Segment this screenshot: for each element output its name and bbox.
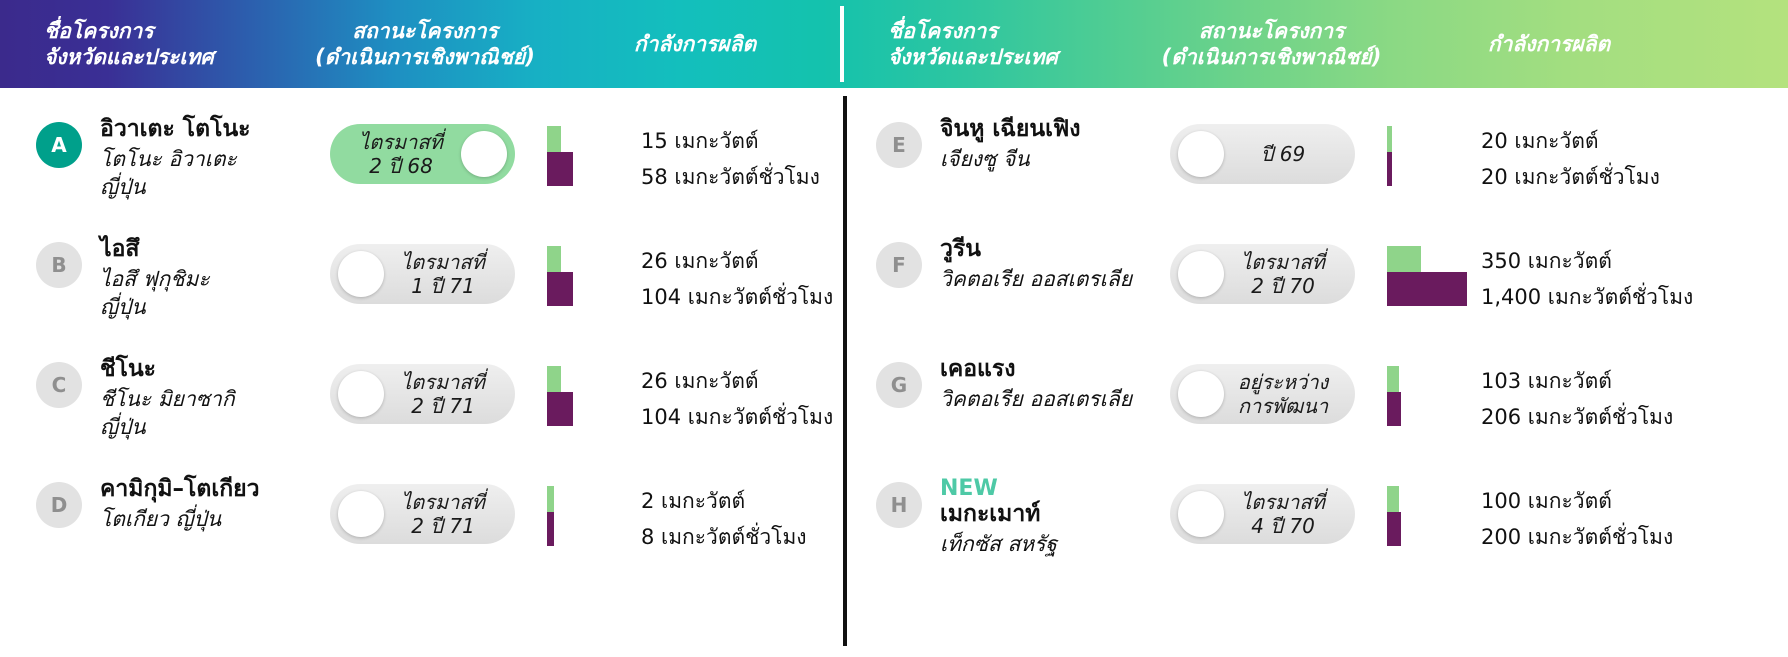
project-name: ชีโนะ bbox=[100, 356, 157, 382]
project-name: วูรีน bbox=[940, 236, 981, 262]
capacity-mwh: 206 เมกะวัตต์ชั่วโมง bbox=[1481, 404, 1674, 429]
header-name-line1: ชื่อโครงการ bbox=[44, 18, 154, 43]
capacity-bars bbox=[547, 364, 637, 426]
project-name-block bbox=[922, 112, 1147, 172]
header-project-status-right bbox=[1144, 0, 1399, 88]
capacity-cell bbox=[537, 352, 833, 435]
capacity-cell bbox=[537, 472, 807, 555]
capacity-mwh: 200 เมกะวัตต์ชั่วโมง bbox=[1481, 524, 1674, 549]
bar-megawatt-hour bbox=[547, 272, 573, 306]
bar-megawatt-hour bbox=[547, 152, 573, 186]
project-location: วิคตอเรีย ออสเตรเลีย bbox=[940, 386, 1133, 411]
status-pill-wrap bbox=[1147, 112, 1377, 184]
bar-megawatt-hour bbox=[1387, 152, 1392, 186]
bar-megawatt-hour bbox=[1387, 392, 1401, 426]
status-toggle[interactable] bbox=[330, 244, 515, 304]
project-location: โตเกียว ญี่ปุ่น bbox=[100, 506, 222, 531]
bar-megawatt bbox=[1387, 486, 1399, 512]
table-row bbox=[0, 98, 840, 218]
project-location: โตโนะ อิวาเตะ bbox=[100, 146, 237, 171]
status-toggle[interactable] bbox=[1170, 364, 1355, 424]
header-status-line2: (ดำเนินการเชิงพาณิชย์) bbox=[1161, 45, 1382, 69]
project-name: จินหู เฉียนเฟิง bbox=[940, 116, 1081, 142]
row-badge[interactable]: E bbox=[876, 122, 922, 168]
status-label-line: ไตรมาสที่ bbox=[1241, 250, 1325, 274]
status-toggle[interactable] bbox=[1170, 124, 1355, 184]
project-name: ไอสึ bbox=[100, 236, 140, 262]
table-header bbox=[0, 0, 1788, 88]
header-capacity-label: กำลังการผลิต bbox=[633, 31, 757, 56]
capacity-cell bbox=[537, 232, 833, 315]
capacity-cell bbox=[537, 112, 820, 195]
project-name: เมกะเมาท์ bbox=[940, 501, 1041, 528]
status-label bbox=[1170, 370, 1355, 418]
capacity-mwh: 20 เมกะวัตต์ชั่วโมง bbox=[1481, 164, 1660, 189]
capacity-text bbox=[1477, 484, 1673, 555]
bar-megawatt bbox=[1387, 366, 1399, 392]
status-label-line: ไตรมาสที่ bbox=[401, 370, 485, 394]
status-label-line: ไตรมาสที่ bbox=[1241, 490, 1325, 514]
status-pill-wrap bbox=[307, 232, 537, 304]
project-name: เคอแรง bbox=[940, 356, 1016, 382]
status-pill-wrap bbox=[307, 472, 537, 544]
status-label-line: 2 ปี 68 bbox=[369, 154, 433, 178]
project-location: ญี่ปุ่น bbox=[100, 174, 146, 199]
capacity-bars bbox=[1387, 244, 1477, 306]
capacity-mwh: 8 เมกะวัตต์ชั่วโมง bbox=[641, 524, 807, 549]
row-badge[interactable]: D bbox=[36, 482, 82, 528]
capacity-bars bbox=[547, 244, 637, 306]
bar-megawatt bbox=[547, 126, 561, 152]
header-project-name-right bbox=[844, 0, 1144, 88]
capacity-text bbox=[1477, 244, 1693, 315]
table-row bbox=[840, 218, 1740, 338]
status-pill-wrap bbox=[1147, 352, 1377, 424]
status-label bbox=[1170, 250, 1355, 298]
bar-megawatt bbox=[547, 366, 561, 392]
capacity-mw: 350 เมกะวัตต์ bbox=[1481, 249, 1612, 273]
capacity-mw: 15 เมกะวัตต์ bbox=[641, 129, 759, 153]
capacity-bars bbox=[547, 484, 637, 546]
status-label-line: ไตรมาสที่ bbox=[401, 490, 485, 514]
status-toggle[interactable] bbox=[330, 364, 515, 424]
row-badge[interactable]: G bbox=[876, 362, 922, 408]
capacity-mwh: 104 เมกะวัตต์ชั่วโมง bbox=[641, 284, 834, 309]
project-location: ญี่ปุ่น bbox=[100, 414, 146, 439]
status-pill-wrap bbox=[307, 352, 537, 424]
bar-megawatt bbox=[1387, 246, 1421, 272]
header-capacity-left bbox=[550, 0, 840, 88]
bar-megawatt-hour bbox=[547, 512, 554, 546]
capacity-cell bbox=[1377, 232, 1693, 315]
project-name-block bbox=[922, 232, 1147, 292]
table-row bbox=[840, 98, 1740, 218]
row-badge[interactable]: H bbox=[876, 482, 922, 528]
row-badge[interactable]: C bbox=[36, 362, 82, 408]
capacity-cell bbox=[1377, 472, 1673, 555]
bar-megawatt-hour bbox=[1387, 272, 1467, 306]
capacity-cell bbox=[1377, 112, 1660, 195]
project-location: เท็กซัส สหรัฐ bbox=[940, 531, 1058, 556]
project-location: ชีโนะ มิยาซากิ bbox=[100, 386, 235, 411]
capacity-mwh: 58 เมกะวัตต์ชั่วโมง bbox=[641, 164, 820, 189]
header-name-line2: จังหวัดและประเทศ bbox=[44, 45, 214, 69]
header-project-status-left bbox=[300, 0, 550, 88]
capacity-text bbox=[637, 484, 807, 555]
table-row bbox=[840, 458, 1740, 578]
table-row bbox=[0, 218, 840, 338]
header-capacity-right bbox=[1399, 0, 1699, 88]
status-label-line: 2 ปี 70 bbox=[1251, 274, 1315, 298]
project-name: อิวาเตะ โตโนะ bbox=[100, 116, 251, 142]
project-location: ญี่ปุ่น bbox=[100, 294, 146, 319]
table-row bbox=[0, 338, 840, 458]
capacity-mw: 26 เมกะวัตต์ bbox=[641, 369, 759, 393]
status-label bbox=[330, 370, 515, 418]
status-pill-wrap bbox=[307, 112, 537, 184]
bar-megawatt-hour bbox=[1387, 512, 1401, 546]
project-location: เจียงซู จีน bbox=[940, 146, 1030, 171]
status-label-line: การพัฒนา bbox=[1237, 394, 1329, 418]
capacity-mw: 26 เมกะวัตต์ bbox=[641, 249, 759, 273]
project-name-block bbox=[82, 352, 307, 440]
capacity-bars bbox=[1387, 124, 1477, 186]
project-name-block bbox=[922, 472, 1147, 557]
capacity-text bbox=[1477, 364, 1673, 435]
status-toggle[interactable] bbox=[1170, 484, 1355, 544]
bar-megawatt bbox=[547, 486, 554, 512]
status-toggle[interactable] bbox=[330, 124, 515, 184]
row-badge[interactable]: B bbox=[36, 242, 82, 288]
capacity-mw: 20 เมกะวัตต์ bbox=[1481, 129, 1599, 153]
header-status-line1: สถานะโครงการ bbox=[352, 18, 498, 43]
status-toggle[interactable] bbox=[1170, 244, 1355, 304]
project-location: วิคตอเรีย ออสเตรเลีย bbox=[940, 266, 1133, 291]
header-name-line1: ชื่อโครงการ bbox=[888, 18, 998, 43]
status-label-line: ปี 69 bbox=[1260, 142, 1306, 166]
status-label bbox=[330, 490, 515, 538]
status-label-line: 2 ปี 71 bbox=[411, 514, 475, 538]
status-toggle[interactable] bbox=[330, 484, 515, 544]
column-right bbox=[840, 88, 1740, 657]
status-label bbox=[330, 250, 515, 298]
capacity-mwh: 1,400 เมกะวัตต์ชั่วโมง bbox=[1481, 284, 1694, 309]
project-location: ไอสึ ฟุกุชิมะ bbox=[100, 266, 210, 291]
capacity-text bbox=[1477, 124, 1660, 195]
project-name-block bbox=[82, 232, 307, 320]
column-divider bbox=[843, 96, 847, 646]
status-label-line: 4 ปี 70 bbox=[1251, 514, 1315, 538]
capacity-mwh: 104 เมกะวัตต์ชั่วโมง bbox=[641, 404, 834, 429]
status-label bbox=[1170, 142, 1355, 166]
capacity-mw: 100 เมกะวัตต์ bbox=[1481, 489, 1612, 513]
project-name: คามิกุมิ–โตเกียว bbox=[100, 476, 260, 502]
project-name-block bbox=[82, 112, 307, 200]
bar-megawatt bbox=[547, 246, 561, 272]
bar-megawatt bbox=[1387, 126, 1392, 152]
header-status-line1: สถานะโครงการ bbox=[1198, 18, 1345, 43]
status-pill-wrap bbox=[1147, 232, 1377, 304]
header-capacity-label: กำลังการผลิต bbox=[1487, 31, 1611, 56]
status-label bbox=[1170, 490, 1355, 538]
table-row bbox=[840, 338, 1740, 458]
capacity-bars bbox=[547, 124, 637, 186]
capacity-cell bbox=[1377, 352, 1673, 435]
status-pill-wrap bbox=[1147, 472, 1377, 544]
capacity-bars bbox=[1387, 484, 1477, 546]
capacity-bars bbox=[1387, 364, 1477, 426]
status-label-line: อยู่ระหว่าง bbox=[1237, 370, 1329, 394]
header-project-name-left bbox=[0, 0, 300, 88]
project-name-block bbox=[922, 352, 1147, 412]
table-body bbox=[0, 88, 1788, 657]
capacity-text bbox=[637, 364, 833, 435]
row-badge[interactable]: A bbox=[36, 122, 82, 168]
capacity-text bbox=[637, 124, 820, 195]
new-badge: NEW bbox=[940, 476, 998, 501]
status-label-line: ไตรมาสที่ bbox=[401, 250, 485, 274]
status-label bbox=[330, 130, 515, 178]
row-badge[interactable]: F bbox=[876, 242, 922, 288]
header-name-line2: จังหวัดและประเทศ bbox=[888, 45, 1058, 69]
status-label-line: 1 ปี 71 bbox=[411, 274, 475, 298]
column-left bbox=[0, 88, 840, 657]
table-row bbox=[0, 458, 840, 578]
project-name-block bbox=[82, 472, 307, 532]
capacity-mw: 103 เมกะวัตต์ bbox=[1481, 369, 1612, 393]
header-status-line2: (ดำเนินการเชิงพาณิชย์) bbox=[315, 45, 535, 69]
capacity-text bbox=[637, 244, 833, 315]
status-label-line: ไตรมาสที่ bbox=[359, 130, 443, 154]
status-label-line: 2 ปี 71 bbox=[411, 394, 475, 418]
capacity-mw: 2 เมกะวัตต์ bbox=[641, 489, 746, 513]
bar-megawatt-hour bbox=[547, 392, 573, 426]
